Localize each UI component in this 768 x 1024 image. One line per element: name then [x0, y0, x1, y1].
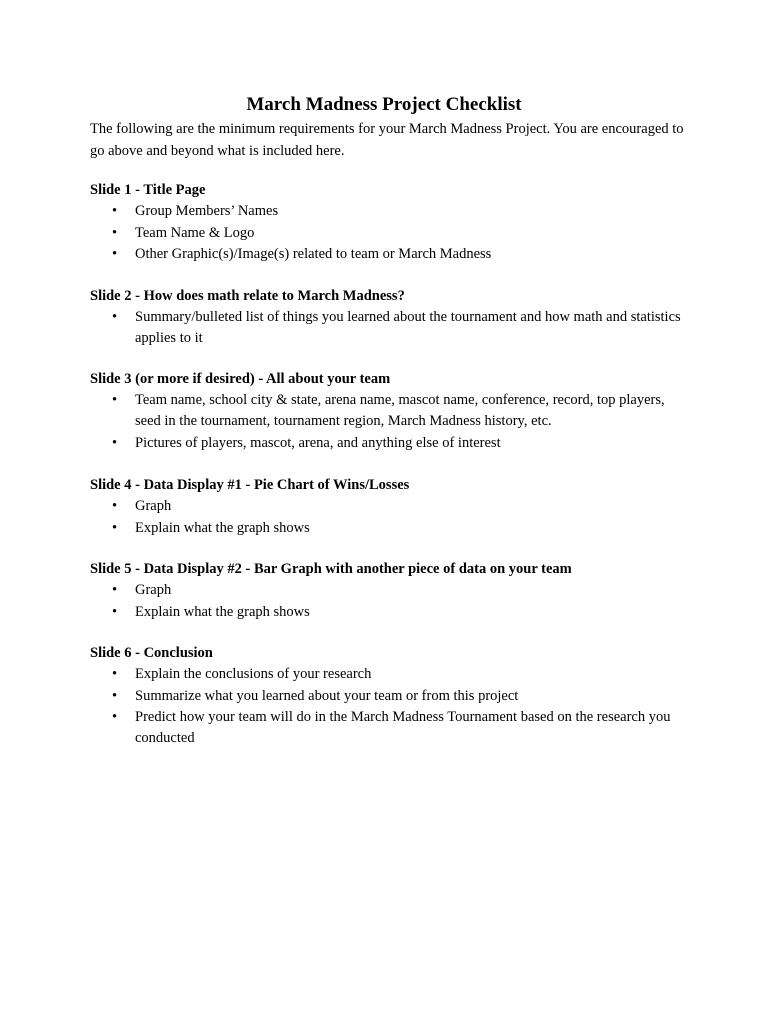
list-item-text: Group Members’ Names	[135, 203, 279, 219]
bullet-icon: •	[112, 709, 118, 725]
list-item-text: Explain what the graph shows	[135, 603, 310, 620]
list-item	[90, 496, 690, 517]
list-item-text: Team name, school city & state, arena name, mascot name, conference, record, top players, seed in the tournament, tournament region, March Madness history, etc.	[135, 392, 665, 429]
list-item-text: Explain the conclusions of your research	[135, 666, 372, 682]
section-heading: Slide 5 - Data Display #2 - Bar Graph with another piece of data on your team	[90, 561, 572, 577]
bullet-list	[90, 201, 690, 265]
list-item	[90, 602, 690, 623]
bullet-list	[90, 580, 690, 623]
list-item	[90, 433, 690, 454]
section-slide-2	[90, 286, 690, 350]
list-item	[90, 223, 690, 244]
section-heading: Slide 4 - Data Display #1 - Pie Chart of Wins/Losses	[90, 477, 410, 493]
list-item-text: Team Name & Logo	[135, 224, 255, 241]
list-item-text: Other Graphic(s)/Image(s) related to team or March Madness	[135, 246, 492, 262]
bullet-list	[90, 664, 690, 749]
section-heading: Slide 6 - Conclusion	[90, 645, 213, 661]
list-item	[90, 518, 690, 539]
bullet-icon: •	[112, 498, 118, 514]
section-slide-6	[90, 643, 690, 750]
bullet-list	[90, 307, 690, 349]
section-slide-3	[90, 369, 690, 454]
list-item-text: Summarize what you learned about your team or from this project	[135, 687, 519, 704]
list-item	[90, 307, 690, 349]
section-slide-1	[90, 180, 690, 266]
bullet-icon: •	[112, 203, 118, 219]
list-item-text: Explain what the graph shows	[135, 519, 310, 536]
bullet-icon: •	[112, 519, 118, 536]
list-item-text: Summary/bulleted list of things you learned about the tournament and how math and statistics applies to it	[135, 309, 681, 346]
bullet-icon: •	[112, 434, 118, 451]
bullet-icon: •	[112, 666, 118, 682]
list-item	[90, 201, 690, 222]
list-item-text: Predict how your team will do in the March Madness Tournament based on the research you conducted	[135, 709, 671, 746]
list-item	[90, 664, 690, 685]
section-heading: Slide 1 - Title Page	[90, 182, 206, 198]
section-heading: Slide 3 (or more if desired) - All about your team	[90, 371, 391, 387]
document-title: March Madness Project Checklist	[246, 94, 522, 115]
section-slide-4	[90, 475, 690, 539]
list-item	[90, 580, 690, 601]
section-slide-5	[90, 559, 690, 623]
intro-paragraph: The following are the minimum requirements for your March Madness Project. You are encouraged to go above and beyond what is included here.	[90, 121, 684, 159]
list-item-text: Graph	[135, 582, 172, 598]
bullet-icon: •	[112, 392, 118, 408]
list-item-text: Pictures of players, mascot, arena, and anything else of interest	[135, 434, 501, 451]
list-item	[90, 686, 690, 707]
bullet-icon: •	[112, 687, 118, 704]
bullet-list	[90, 390, 690, 454]
bullet-icon: •	[112, 224, 118, 241]
list-item	[90, 244, 690, 265]
bullet-icon: •	[112, 246, 118, 262]
bullet-icon: •	[112, 582, 118, 598]
section-heading: Slide 2 - How does math relate to March Madness?	[90, 288, 405, 304]
list-item-text: Graph	[135, 498, 172, 514]
bullet-icon: •	[112, 603, 118, 620]
bullet-list	[90, 496, 690, 539]
list-item	[90, 390, 690, 432]
list-item	[90, 707, 690, 749]
bullet-icon: •	[112, 309, 118, 325]
